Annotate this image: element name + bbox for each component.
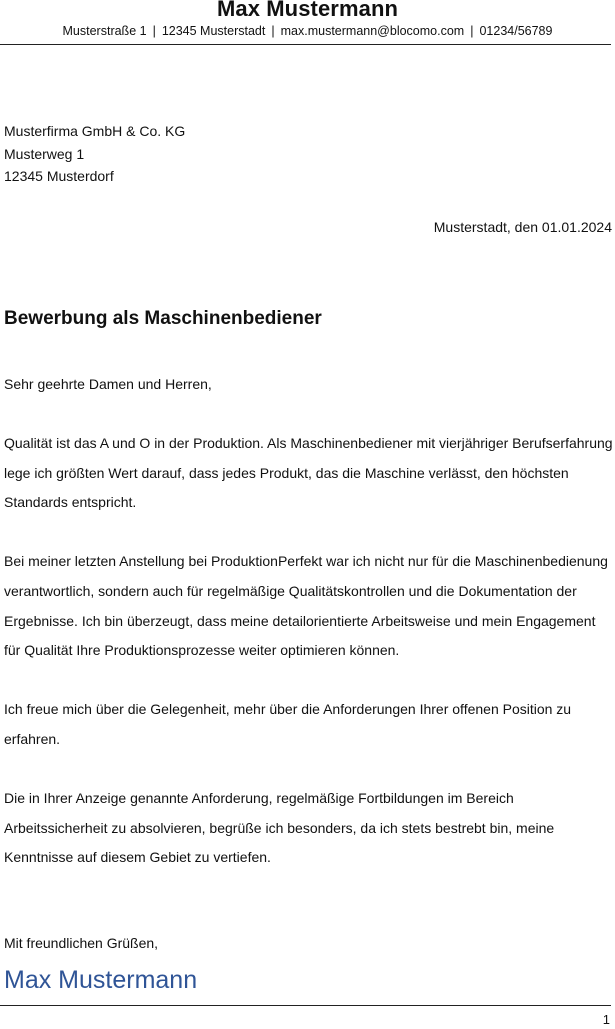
separator: | — [470, 24, 474, 38]
sender-email: max.mustermann@blocomo.com — [280, 24, 465, 38]
footer-divider — [0, 1005, 611, 1006]
letter-date: Musterstadt, den 01.01.2024 — [433, 219, 612, 235]
sender-name: Max Mustermann — [216, 0, 399, 21]
body-paragraph: Bei meiner letzten Anstellung bei ProduktionPerfekt war ich nicht nur für die Maschinenbedienung verantwortlich, sondern auch für regelmäßige Qualitätskontrollen und die Dokumentation der Ergebnisse. Ich bin überzeugt, dass meine detailorientierte Arbeitsweise und mein Engagement für Qualität Ihre Produktionsprozesse weiter optimieren können. — [4, 553, 608, 659]
recipient-city: 12345 Musterdorf — [4, 168, 114, 184]
sender-phone: 01234/56789 — [479, 24, 553, 38]
sender-contact-line — [0, 23, 615, 39]
page-number: 1 — [602, 1012, 610, 1027]
closing-phrase: Mit freundlichen Grüßen, — [4, 935, 159, 951]
recipient-company: Musterfirma GmbH & Co. KG — [4, 123, 186, 139]
letter-body — [4, 429, 614, 903]
recipient-address — [4, 120, 185, 188]
sender-address: Musterstraße 1 — [62, 24, 147, 38]
header-divider — [0, 44, 611, 45]
signature: Max Mustermann — [4, 966, 198, 994]
letter-subject: Bewerbung als Maschinenbediener — [4, 308, 322, 329]
body-paragraph: Qualität ist das A und O in der Produktion. Als Maschinenbediener mit vierjähriger Berufserfahrung lege ich größten Wert darauf, dass jedes Produkt, das die Maschine verlässt, den höchsten Standards entspricht. — [4, 435, 613, 511]
body-paragraph: Ich freue mich über die Gelegenheit, mehr über die Anforderungen Ihrer offenen Position zu erfahren. — [4, 701, 572, 747]
body-paragraph: Die in Ihrer Anzeige genannte Anforderung, regelmäßige Fortbildungen im Bereich Arbeitssicherheit zu absolvieren, begrüße ich besonders, da ich stets bestrebt bin, meine Kenntnisse auf diesem Gebiet zu vertiefen. — [4, 790, 555, 866]
recipient-street: Musterweg 1 — [4, 145, 85, 162]
separator: | — [152, 24, 156, 38]
separator: | — [271, 24, 275, 38]
letterhead — [0, 0, 615, 39]
sender-city: 12345 Musterstadt — [161, 24, 266, 38]
salutation: Sehr geehrte Damen und Herren, — [4, 376, 212, 392]
